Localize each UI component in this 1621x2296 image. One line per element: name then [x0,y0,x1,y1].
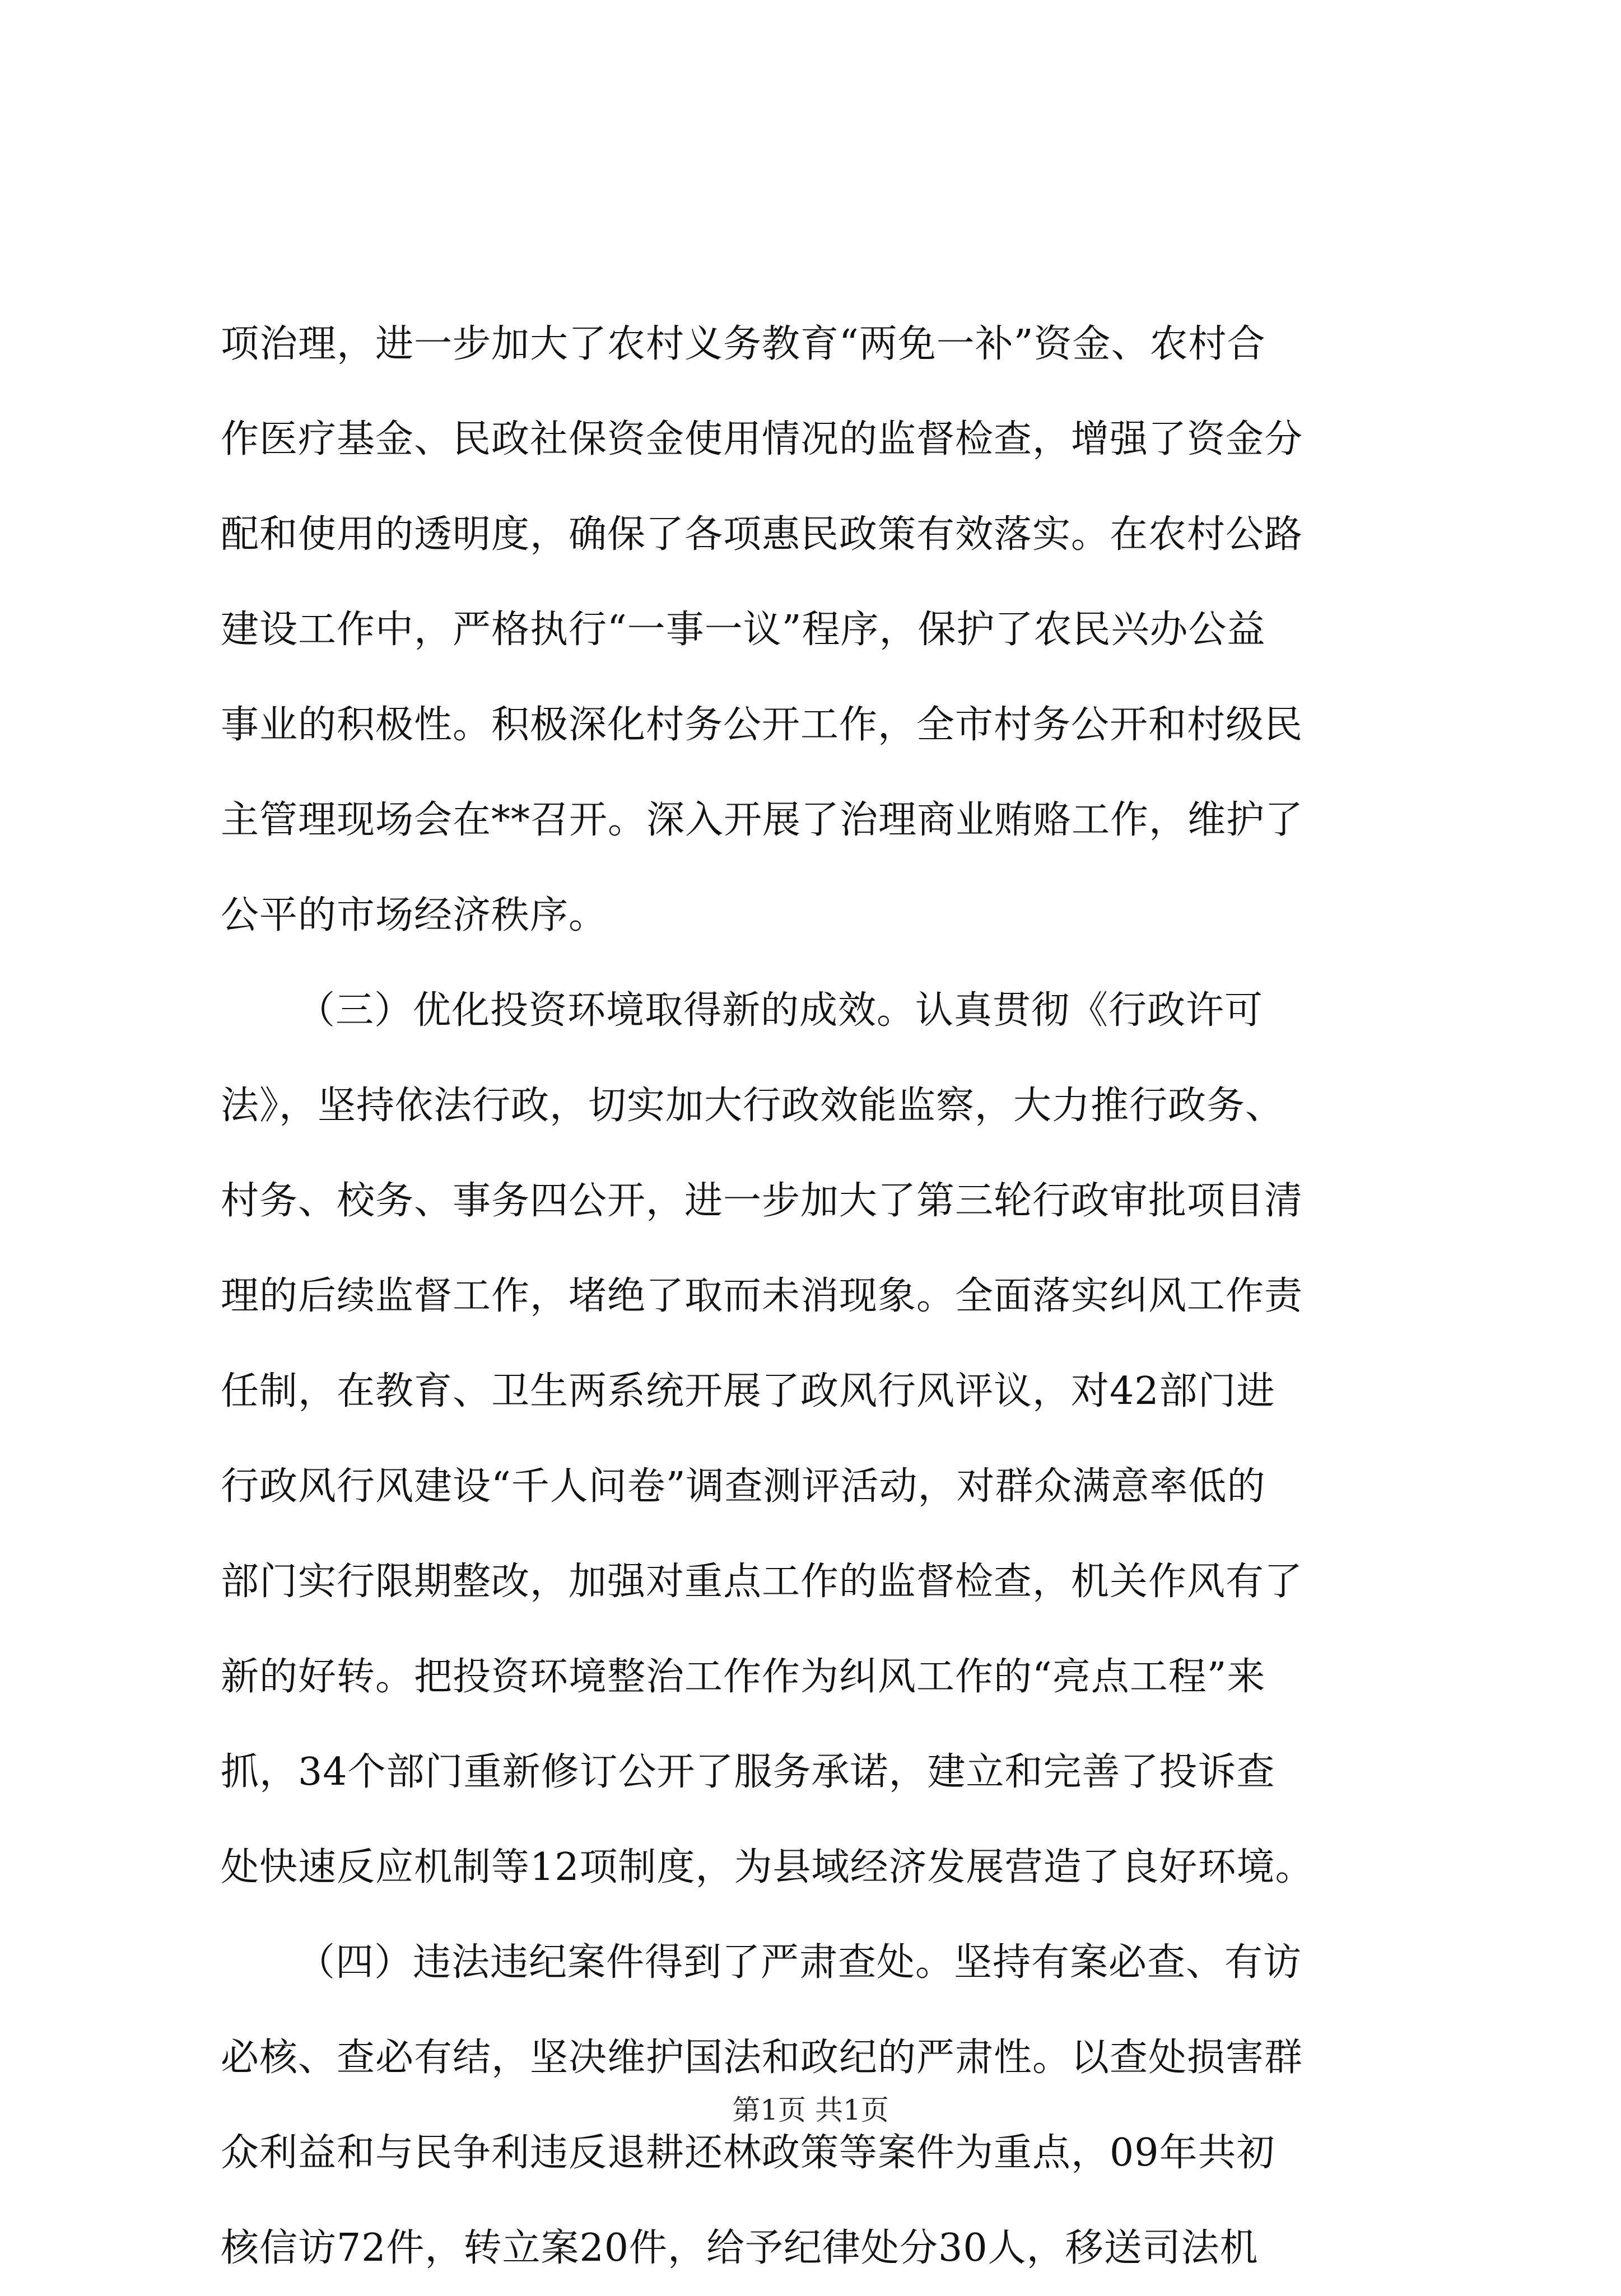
text-line: 主管理现场会在**召开。深入开展了治理商业贿赂工作，维护了 [221,798,1304,842]
text-line: 抓，34个部门重新修订公开了服务承诺，建立和完善了投诉查 [221,1750,1275,1794]
text-line: 部门实行限期整改，加强对重点工作的监督检查，机关作风有了 [221,1560,1303,1604]
text-line: 理的后续监督工作，堵绝了取而未消现象。全面落实纠风工作责 [221,1274,1303,1318]
text-line: 任制，在教育、卫生两系统开展了政风行风评议，对42部门进 [221,1369,1275,1413]
text-line: 行政风行风建设“千人问卷”调查测评活动，对群众满意率低的 [221,1464,1266,1509]
text-line: 新的好转。把投资环境整治工作作为纠风工作的“亮点工程”来 [221,1655,1266,1699]
text-line: 项治理，进一步加大了农村义务教育“两免一补”资金、农村合 [221,322,1266,366]
page-footer: 第1页 共1页 [732,2094,889,2126]
text-line: 村务、校务、事务四公开，进一步加大了第三轮行政审批项目清 [221,1179,1303,1223]
text-line: 众利益和与民争利违反退耕还林政策等案件为重点，09年共初 [221,2131,1275,2175]
text-line: 法》，坚持依法行政，切实加大行政效能监察，大力推行政务、 [221,1084,1284,1128]
text-line: 配和使用的透明度，确保了各项惠民政策有效落实。在农村公路 [221,512,1303,557]
text-line: 公平的市场经济秩序。 [221,893,608,937]
body-text [221,297,1417,2296]
text-line: 必核、查必有结，坚决维护国法和政纪的严肃性。以查处损害群 [221,2036,1303,2080]
text-line: 建设工作中，严格执行“一事一议”程序，保护了农民兴办公益 [221,608,1266,652]
text-line: 事业的积极性。积极深化村务公开工作，全市村务公开和村级民 [221,703,1303,747]
text-line: 作医疗基金、民政社保资金使用情况的监督检查，增强了资金分 [221,417,1303,461]
paragraph-start-line: （四）违法违纪案件得到了严肃查处。坚持有案必查、有访 [297,1940,1302,1985]
text-line: 核信访72件，转立案20件，给予纪律处分30人，移送司法机 [221,2226,1259,2270]
paragraph-start-line: （三）优化投资环境取得新的成效。认真贯彻《行政许可 [297,988,1264,1033]
text-line: 处快速反应机制等12项制度，为县域经济发展营造了良好环境。 [221,1845,1314,1889]
